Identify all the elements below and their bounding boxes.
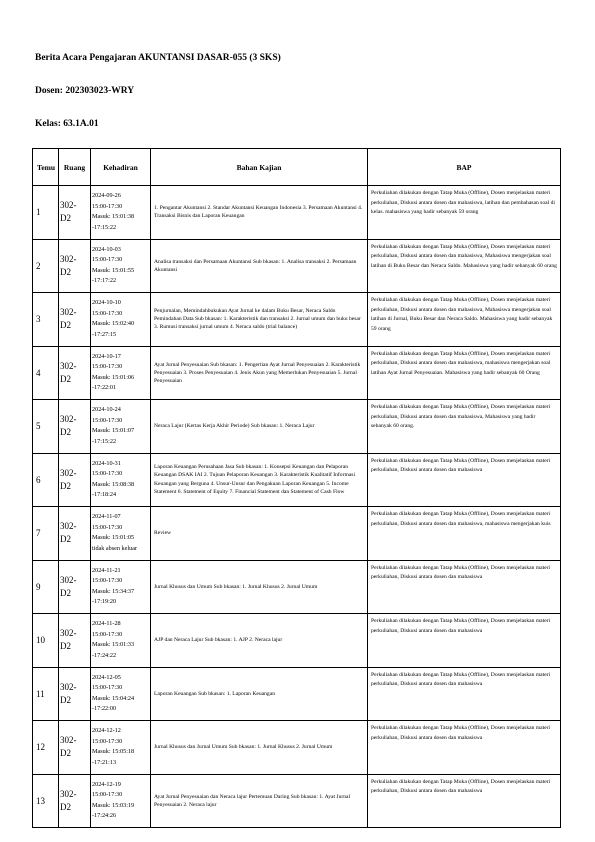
meeting-number: 10 [33, 614, 59, 668]
attendance-date: 2024-10-03 [92, 245, 121, 253]
column-header-ruang: Ruang [59, 149, 91, 186]
attendance-masuk: Masuk: 15:01:05 [92, 534, 135, 542]
bap-description: Perkuliahan dilakukan dengan Tatap Muka (Offline), Dosen menjelaskan materi perkuliahan, Diskusi antara dosen dan mahasiswa [368, 667, 561, 721]
table-row [33, 400, 561, 454]
room: 302-D2 [59, 186, 91, 240]
meeting-number: 1 [33, 186, 59, 240]
attendance-time: 15:00-17:30 [92, 577, 123, 585]
study-material: 1. Pengantar Akuntansi 2. Standar Akuntansi Keuangan Indonesia 3. Persamaan Akuntansi 4. Transaksi Bisnis dan Laporan Keuangan [151, 186, 368, 240]
bap-description: Perkuliahan dilakukan dengan Tatap Muka (Offline), Dosen menjelaskan materi perkuliahan, Diskusi antara dosen dan mahasiswa [368, 721, 561, 775]
study-material: Ayat Jurnal Penyesuaian Sub bkasan: 1. Pengertian Ayat Jurnal Penyesuaian 2. Karakteristik Penyesuaian 3. Proses Penyesuaian 4. Jenis Akun yang Memerlukan Penyesuaian 5. Jurnal Penyesuaian [151, 346, 368, 400]
class-label: Kelas: 63.1A.01 [35, 119, 99, 129]
meeting-number: 9 [33, 560, 59, 614]
study-material: Laporan Keuangan Perusahaan Jasa Sub bkasan: 1. Konsepsi Keuangan dan Pelaporan Keuangan DSAK IAI 2. Tujuan Pelaporan Keuangan 3. Karakteristik Kualitatif Informasi Keuangan yang Berguna 4. Unsur-Unsur dan Pengakuan Laporan Keuangan 5. Income Statement 6. Statement of Equity 7. Financial Statement dan Statement of Cash Flow [151, 453, 368, 507]
room: 302-D2 [59, 560, 91, 614]
meeting-number: 5 [33, 400, 59, 454]
attendance-keluar: -17:21:13 [92, 758, 117, 766]
page-title: Berita Acara Pengajaran AKUNTANSI DASAR-055 (3 SKS) [35, 53, 281, 63]
attendance-masuk: Masuk: 15:02:40 [92, 320, 135, 328]
room: 302-D2 [59, 346, 91, 400]
attendance-time: 15:00-17:30 [92, 309, 123, 317]
attendance-date: 2024-12-12 [92, 727, 121, 735]
room: 302-D2 [59, 453, 91, 507]
attendance-time: 15:00-17:30 [92, 363, 123, 371]
teaching-record-table [32, 148, 561, 828]
attendance-cell [91, 614, 151, 668]
attendance-date: 2024-10-17 [92, 352, 121, 360]
attendance-time: 15:00-17:30 [92, 523, 123, 531]
meeting-number: 6 [33, 453, 59, 507]
bap-description: Perkuliahan dilakukan dengan Tatap Muka (Offline), Dosen menjelaskan materi perkuliahan, Diskusi antara dosen dan mahasiswa, Mahasiswa mengerjakan soal latihan di Jurnal, Buku Besar dan Neraca Saldo. Mahasiswa yang hadir sebanyak 59 orang [368, 293, 561, 347]
attendance-time: 15:00-17:30 [92, 256, 123, 264]
attendance-keluar: -17:15:22 [92, 437, 117, 445]
attendance-masuk: Masuk: 15:34:37 [92, 587, 135, 595]
attendance-cell [91, 453, 151, 507]
attendance-keluar: -17:19:20 [92, 598, 117, 606]
table-row [33, 239, 561, 293]
meeting-number: 11 [33, 667, 59, 721]
table-row [33, 721, 561, 775]
attendance-keluar: -17:27:15 [92, 330, 117, 338]
meeting-number: 13 [33, 774, 59, 828]
attendance-masuk: Masuk: 15:05:18 [92, 748, 135, 756]
study-material: Neraca Lajur (Kertas Kerja Akhir Periode) Sub bkasan: 1. Neraca Lajur [151, 400, 368, 454]
attendance-cell [91, 507, 151, 561]
attendance-date: 2024-10-31 [92, 459, 121, 467]
meeting-number: 7 [33, 507, 59, 561]
attendance-cell [91, 293, 151, 347]
column-header-bap: BAP [368, 149, 561, 186]
room: 302-D2 [59, 614, 91, 668]
study-material: Jurnal Khusus dan Umum Sub bkasan: 1. Jurnal Khusus 2. Jurnal Umum [151, 560, 368, 614]
attendance-date: 2024-11-07 [92, 513, 121, 521]
attendance-masuk: Masuk: 15:03:19 [92, 801, 135, 809]
attendance-keluar: -17:17:22 [92, 277, 117, 285]
table-row [33, 667, 561, 721]
bap-description: Perkuliahan dilakukan dengan Tatap Muka (Offline), Dosen menjelaskan materi perkuliahan, Diskusi antara dosen dan mahasiswa, mahasiswa mengerjakan kuis [368, 507, 561, 561]
attendance-masuk: Masuk: 15:08:38 [92, 480, 135, 488]
room: 302-D2 [59, 507, 91, 561]
study-material: Review [151, 507, 368, 561]
attendance-cell [91, 239, 151, 293]
table-row [33, 614, 561, 668]
table-row [33, 293, 561, 347]
attendance-keluar: -17:15:22 [92, 223, 117, 231]
table-header-row [33, 149, 561, 186]
study-material: Analisa transaksi dan Persamaan Akuntansi Sub bkasan: 1. Analisa transaksi 2. Persamaan Akuntansi [151, 239, 368, 293]
attendance-keluar: -17:22:01 [92, 384, 117, 392]
room: 302-D2 [59, 239, 91, 293]
table-row [33, 507, 561, 561]
meeting-number: 12 [33, 721, 59, 775]
attendance-time: 15:00-17:30 [92, 684, 123, 692]
attendance-keluar: -17:22:00 [92, 705, 117, 713]
room: 302-D2 [59, 721, 91, 775]
attendance-cell [91, 721, 151, 775]
column-header-temu: Temu [33, 149, 59, 186]
attendance-time: 15:00-17:30 [92, 737, 123, 745]
bap-description: Perkuliahan dilakukan dengan Tatap Muka (Offline), Dosen menjelaskan materi perkuliahan, Diskusi antara dosen dan mahasiswa [368, 453, 561, 507]
lecturer-label: Dosen: 202303023-WRY [35, 86, 135, 96]
attendance-cell [91, 186, 151, 240]
bap-description: Perkuliahan dilakukan dengan Tatap Muka (Offline), Dosen menjelaskan materi perkuliahan, Diskusi antara dosen dan mahasiswa, Mahasiswa mengerjakan soal latihan di Buku Besar dan Neraca Saldo. Mahasiswa yang hadir sebanyak 60 orang [368, 239, 561, 293]
attendance-keluar: -17:18:24 [92, 491, 117, 499]
attendance-cell [91, 774, 151, 828]
attendance-time: 15:00-17:30 [92, 416, 123, 424]
table-row [33, 186, 561, 240]
attendance-masuk: Masuk: 15:01:55 [92, 266, 135, 274]
bap-description: Perkuliahan dilakukan dengan Tatap Muka (Offline), Dosen menjelaskan materi perkuliahan, Diskusi antara dosen dan mahasiswa [368, 560, 561, 614]
attendance-date: 2024-09-26 [92, 192, 121, 200]
study-material: Laporan Keuangan Sub bkasan: 1. Laporan Keuangan [151, 667, 368, 721]
study-material: AJP dan Neraca Lajur Sub bkasan: 1. AJP 2. Neraca lajur [151, 614, 368, 668]
attendance-date: 2024-10-10 [92, 299, 121, 307]
study-material: Jurnal Khusus dan Jurnal Umum Sub bkasan: 1. Jurnal Khusus 2. Jurnal Umum [151, 721, 368, 775]
meeting-number: 4 [33, 346, 59, 400]
attendance-time: 15:00-17:30 [92, 630, 123, 638]
room: 302-D2 [59, 400, 91, 454]
attendance-cell [91, 346, 151, 400]
attendance-masuk: Masuk: 15:01:07 [92, 427, 135, 435]
attendance-time: 15:00-17:30 [92, 791, 123, 799]
attendance-keluar: tidak absen keluar [92, 544, 138, 552]
meeting-number: 2 [33, 239, 59, 293]
study-material: Ayat Jurnal Penyesuaian dan Neraca lajur Pertemuan Daring Sub bkasan: 1. Ayat Jurnal Penyesuaian 2. Neraca lajur [151, 774, 368, 828]
attendance-time: 15:00-17:30 [92, 470, 123, 478]
attendance-date: 2024-11-21 [92, 566, 121, 574]
bap-description: Perkuliahan dilakukan dengan Tatap Muka (Offline), Dosen menjelaskan materi perkuliahan, Diskusi antara dosen dan mahasiswa, mahasiswa mengerjakan soal latihan Ayat Jurnal Penyesuaian. Mahasiswa yang hadir sebanyak 60 Orang [368, 346, 561, 400]
attendance-date: 2024-10-24 [92, 406, 121, 414]
attendance-keluar: -17:24:26 [92, 812, 117, 820]
attendance-masuk: Masuk: 15:01:38 [92, 213, 135, 221]
attendance-date: 2024-12-19 [92, 780, 121, 788]
attendance-time: 15:00-17:30 [92, 202, 123, 210]
attendance-date: 2024-11-28 [92, 620, 121, 628]
room: 302-D2 [59, 667, 91, 721]
meeting-number: 3 [33, 293, 59, 347]
attendance-cell [91, 560, 151, 614]
column-header-bahan-kajian: Bahan Kajian [151, 149, 368, 186]
attendance-masuk: Masuk: 15:01:06 [92, 373, 135, 381]
room: 302-D2 [59, 293, 91, 347]
attendance-masuk: Masuk: 15:04:24 [92, 694, 135, 702]
study-material: Penjurnalan, Memindahbukukan Ayat Jurnal ke dalam Buku Besar, Neraca Saldo Pemindahan Data Sub bkasan: 1. Karakteristik dan transaksi 2. Jurnal umum dan buku besar 3. Rumusi transaksi jurnal umum 4. Neraca saldo (trial balance) [151, 293, 368, 347]
attendance-date: 2024-12-05 [92, 673, 121, 681]
table-row [33, 774, 561, 828]
column-header-kehadiran: Kehadiran [91, 149, 151, 186]
attendance-keluar: -17:24:22 [92, 651, 117, 659]
room: 302-D2 [59, 774, 91, 828]
bap-description: Perkuliahan dilakukan dengan Tatap Muka (Offline), Dosen menjelaskan materi perkuliahan, Diskusi antara dosen dan mahasiswa [368, 774, 561, 828]
attendance-cell [91, 667, 151, 721]
bap-description: Perkuliahan dilakukan dengan Tatap Muka (Offline), Dosen menjelaskan materi perkuliahan, Diskusi antara dosen dan mahasiswa, Mahasiswa yang hadir sebanyak 60 orang. [368, 400, 561, 454]
table-row [33, 560, 561, 614]
bap-description: Perkuliahan dilakukan dengan Tatap Muka (Offline), Dosen menjelaskan materi perkuliahan, Diskusi antara dosen dan mahasiswa, latihan dan pembahasan soal di kelas. mahasiswa yang hadir sebanyak 59 orang [368, 186, 561, 240]
table-row [33, 346, 561, 400]
table-row [33, 453, 561, 507]
attendance-cell [91, 400, 151, 454]
bap-description: Perkuliahan dilakukan dengan Tatap Muka (Offline), Dosen menjelaskan materi perkuliahan, Diskusi antara dosen dan mahasiswa [368, 614, 561, 668]
attendance-masuk: Masuk: 15:01:33 [92, 641, 135, 649]
